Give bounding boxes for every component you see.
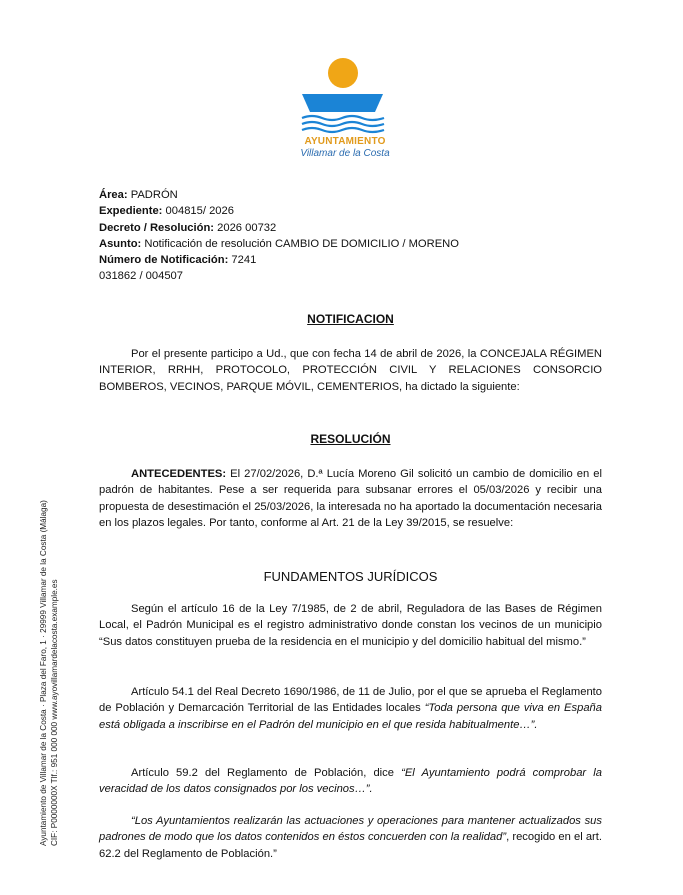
fundamento-paragraph-4: “Los Ayuntamientos realizarán las actuaciones y operaciones para mantener actualizados sus padrones de modo que los datos contenidos en éstos concuerden con la realidad”, recogido en el art. 62.2 del Reglamento de Población.” xyxy=(99,815,602,860)
fundamento-paragraph-3: Artículo 59.2 del Reglamento de Población, dice “El Ayuntamiento podrá comprobar la veracidad de los datos consignados por los vecinos…”. xyxy=(99,767,602,796)
wave-icon xyxy=(302,122,384,126)
notificacion-heading: NOTIFICACION xyxy=(307,312,394,326)
logo-title: AYUNTAMIENTO xyxy=(304,136,386,147)
expediente-row: Expediente: 004815/ 2026 xyxy=(99,205,234,218)
area-row: Área: PADRÓN xyxy=(99,189,178,201)
antecedentes-paragraph: ANTECEDENTES: El 27/02/2026, D.ª Lucía Moreno Gil solicitó un cambio de domicilio en el padrón de habitantes. Pese a ser requerida para subsanar errores el 05/03/2026 y recibir una propuesta de desestimación el 25/03/2026, la interesada no ha aportado la documentación necesaria en los plazos legales. Por tanto, conforme al Art. 21 de la Ley 39/2015, se resuelve: xyxy=(99,468,602,530)
wave-icon xyxy=(302,128,384,132)
intro-paragraph: Por el presente participo a Ud., que con fecha 14 de abril de 2026, la CONCEJALA RÉGIMEN INTERIOR, RRHH, PROTOCOLO, PROTECCIÓN CIVIL Y RELACIONES CONSORCIO BOMBEROS, VECINOS, PARQUE MÓVIL, CEMENTERIOS, ha dictado la siguiente: xyxy=(99,348,602,393)
asunto-row: Asunto: Notificación de resolución CAMBIO DE DOMICILIO / MORENO xyxy=(99,237,459,250)
notificacion-number-row: Número de Notificación: 7241 xyxy=(99,254,257,267)
fundamento-paragraph-2: Artículo 54.1 del Real Decreto 1690/1986, de 11 de Julio, por el que se aprueba el Reglamento de Población y Demarcación Territorial de las Entidades locales “Toda persona que viva en España está obligada a inscribirse en el Padrón del municipio en el que resida habitualmente…”. xyxy=(99,686,602,731)
sun-icon xyxy=(328,58,358,88)
decreto-row: Decreto / Resolución: 2026 00732 xyxy=(99,221,277,234)
side-address-line: Ayuntamiento de Villamar de la Costa · Plaza del Faro, 1 · 29999 Villamar de la Costa (Málaga) xyxy=(39,500,48,846)
wave-icon xyxy=(302,116,384,120)
logo-subtitle: Villamar de la Costa xyxy=(300,148,390,159)
resolucion-heading: RESOLUCIÓN xyxy=(310,432,391,446)
fundamento-paragraph-1: Según el artículo 16 de la Ley 7/1985, de 2 de abril, Reguladora de las Bases de Régimen Local, el Padrón Municipal es el registro administrativo donde constan los vecinos de un municipio “Sus datos constituyen prueba de la residencia en el municipio y del domicilio habitual del mismo.” xyxy=(99,603,602,648)
document-header-info xyxy=(99,187,459,285)
side-address-text xyxy=(38,500,60,846)
boat-icon xyxy=(302,94,383,112)
fundamentos-heading: FUNDAMENTOS JURÍDICOS xyxy=(263,569,438,584)
side-contact-line: CIF: P0000000X Tlf.: 951 000 000 www.ayovillamardelacosta.example.es xyxy=(50,579,59,846)
reference-row: 031862 / 004507 xyxy=(99,270,183,283)
logo-emblem-icon xyxy=(295,56,395,134)
municipal-logo xyxy=(295,56,395,159)
